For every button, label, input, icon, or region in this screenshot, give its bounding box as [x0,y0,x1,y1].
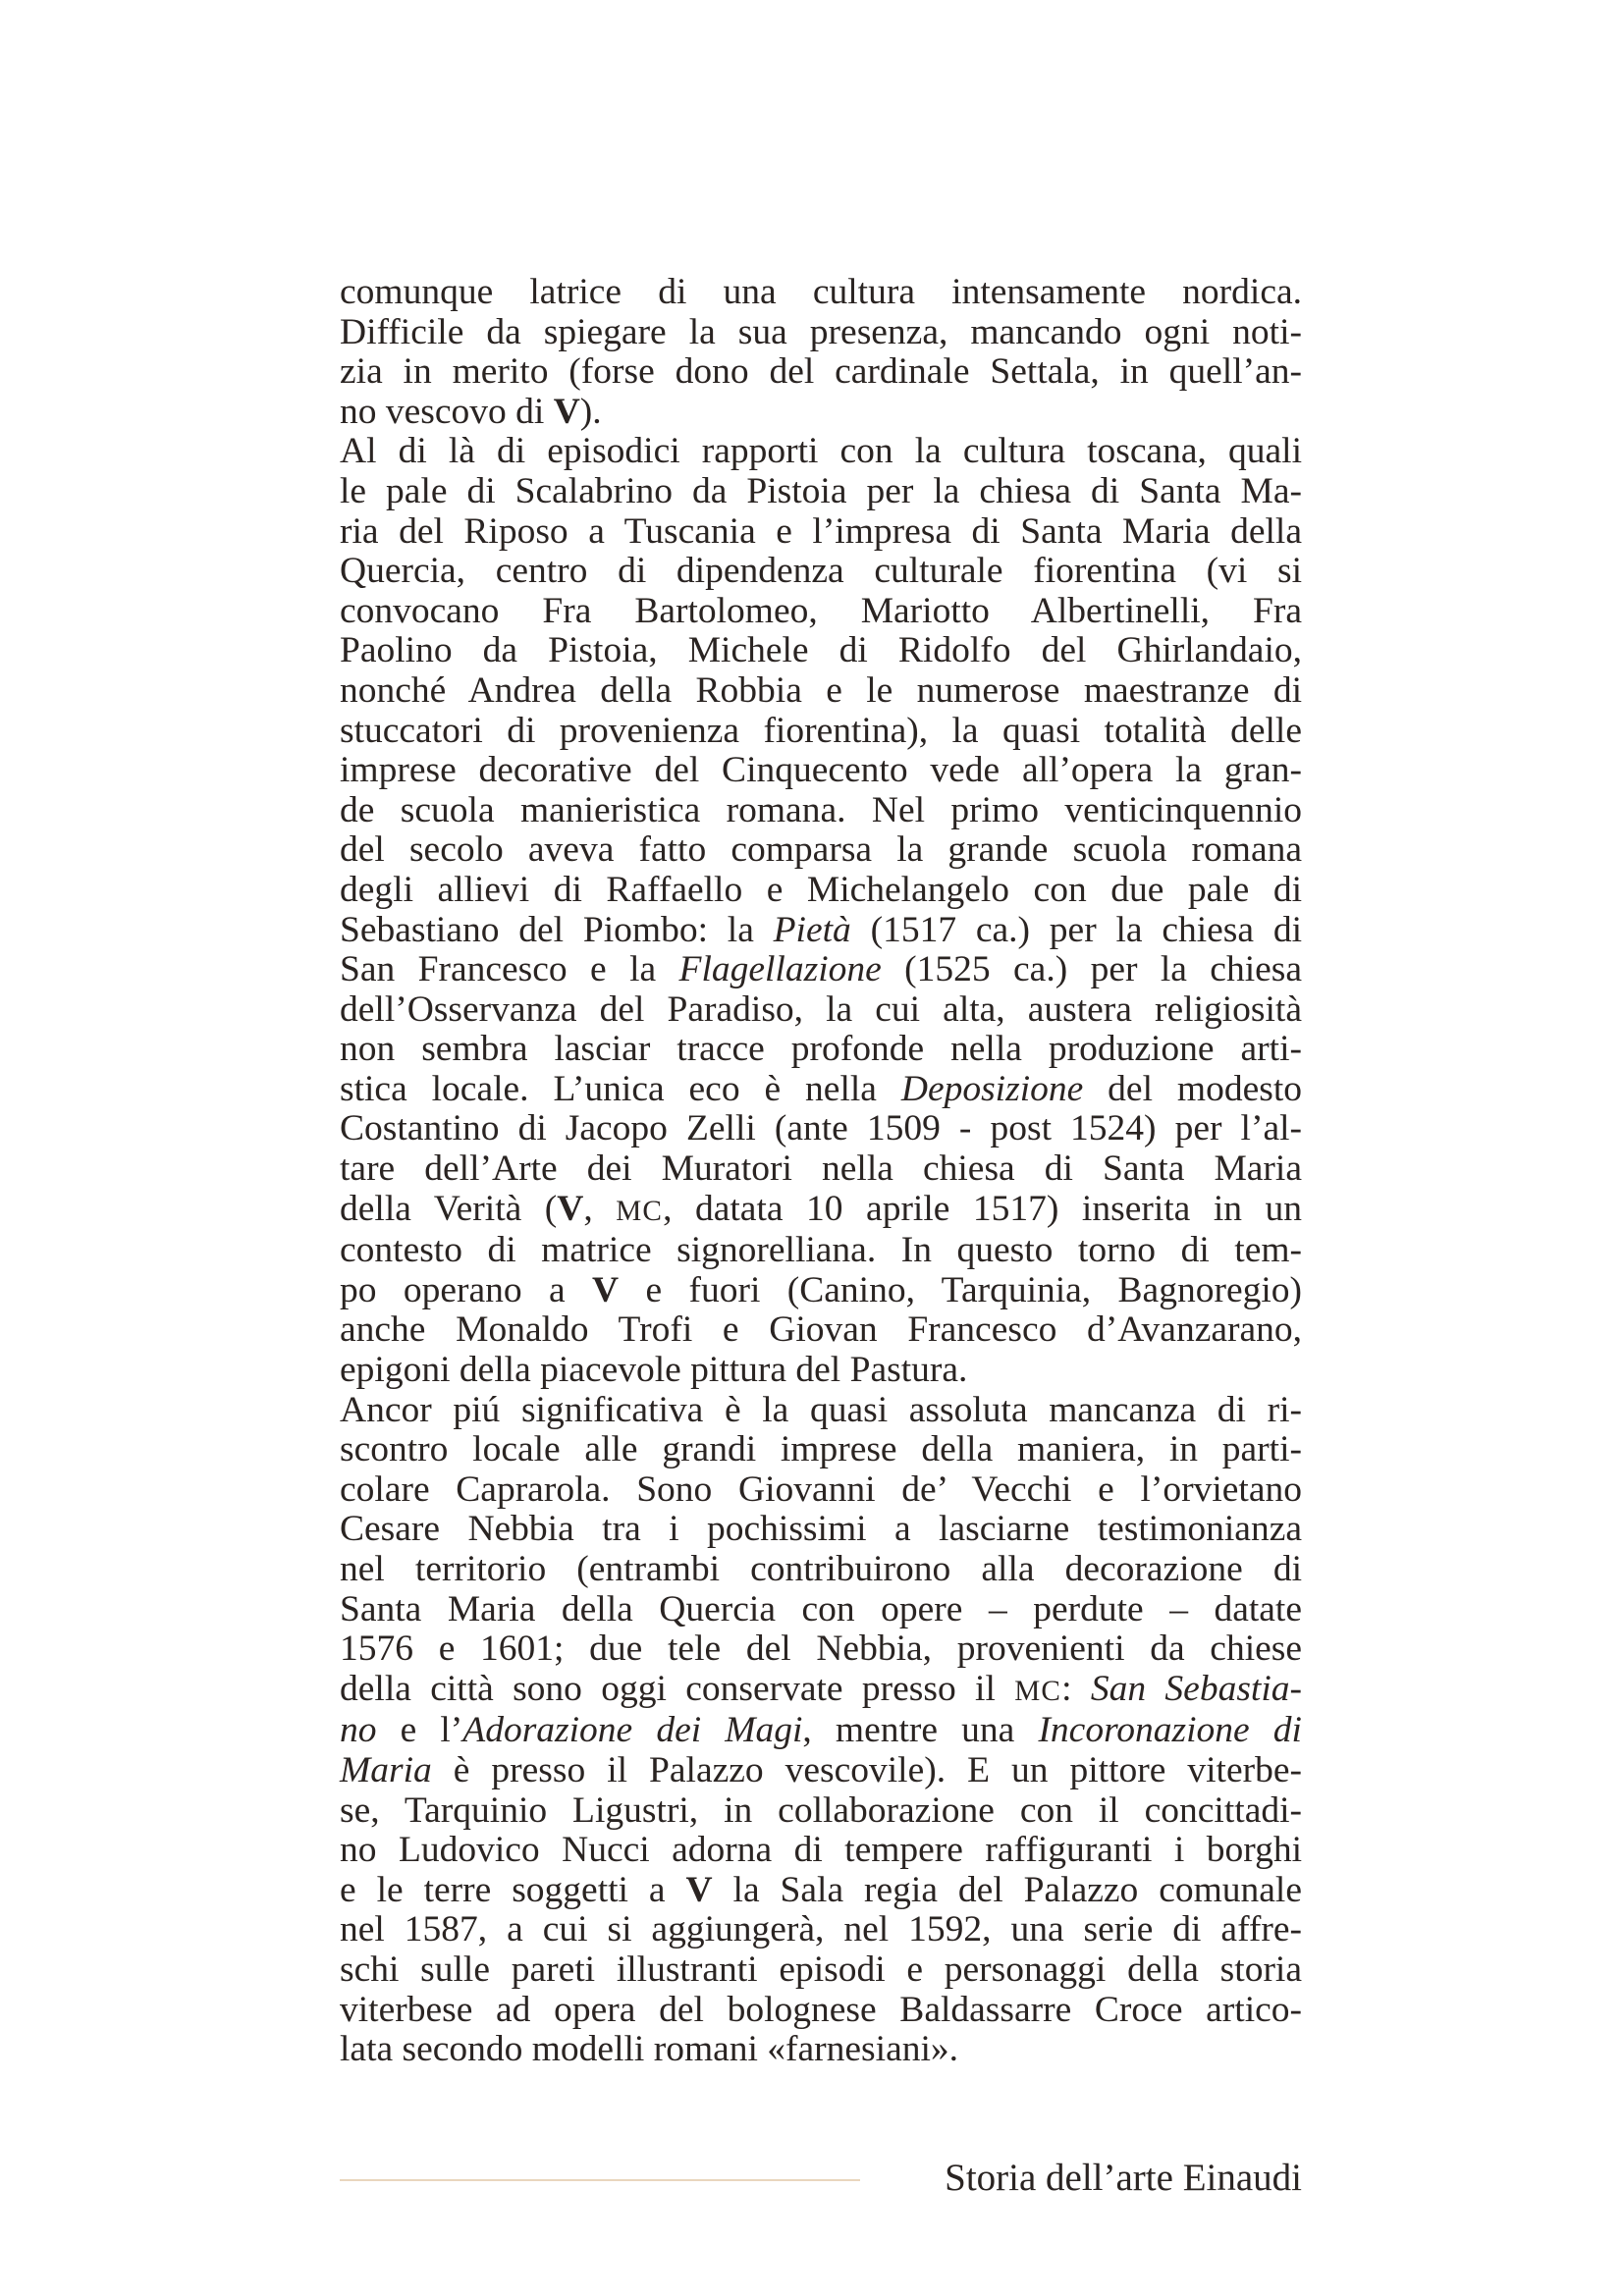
text-line [340,1950,1302,1991]
text-segment: , [583,1188,617,1229]
text-segment: la Sala regia del Palazzo comunale [712,1869,1303,1910]
text-line [340,871,1302,911]
text-segment: Difficile da spiegare la sua presenza, mancando ogni noti- [340,311,1302,352]
text-segment: e fuori (Canino, Tarquinia, Bagnoregio) [619,1269,1302,1310]
text-segment: Paolino da Pistoia, Michele di Ridolfo del Ghirlandaio, [340,630,1302,671]
text-line [340,1070,1302,1110]
text-segment: nel territorio (entrambi contribuirono alla decorazione di [340,1549,1302,1589]
text-segment: e l’ [376,1710,463,1751]
text-segment: dell’Osservanza del Paradiso, la cui alta, austera religiosità [340,988,1302,1030]
text-line [340,2030,1302,2070]
text-segment: comunque latrice di una cultura intensamente nordica. [340,272,1302,312]
text-line [340,552,1302,592]
text-segment: stica locale. L’unica eco è nella [340,1068,901,1109]
text-segment: Cesare Nebbia tra i pochissimi a lasciarne testimonianza [340,1509,1302,1550]
text-line [340,751,1302,791]
text-segment: Quercia, centro di dipendenza culturale fiorentina (vi si [340,551,1302,592]
text-segment: convocano Fra Bartolomeo, Mariotto Albertinelli, Fra [340,590,1302,631]
text-line [340,1670,1302,1712]
text-line [340,1751,1302,1791]
text-segment: scontro locale alle grandi imprese della maniera, in parti- [340,1429,1302,1470]
text-segment: V [557,1188,584,1229]
text-segment: Incoronazione di [1038,1710,1302,1751]
text-segment: ). [579,391,602,432]
text-line [340,1030,1302,1070]
text-segment: degli allievi di Raffaello e Michelangelo con due pale di [340,869,1302,910]
text-line [340,1149,1302,1190]
text-segment: Maria [340,1749,432,1790]
text-segment: viterbese ad opera del bolognese Baldassarre Croce artico- [340,1989,1302,2030]
text-segment: San Francesco e la [340,949,679,990]
text-segment: , mentre una [802,1710,1039,1751]
text-line [340,1310,1302,1351]
text-segment: se, Tarquinio Ligustri, in collaborazione con il concittadi- [340,1789,1302,1831]
text-line [340,1271,1302,1311]
text-line [340,432,1302,472]
text-line [340,950,1302,990]
body-text [340,273,1302,2070]
text-segment: schi sulle pareti illustranti episodi e personaggi della storia [340,1949,1302,1990]
text-line [340,472,1302,512]
text-segment: (1525 ca.) per la chiesa [881,949,1302,990]
text-line [340,1910,1302,1950]
text-segment: MC [1014,1675,1062,1707]
text-line [340,352,1302,393]
text-segment: Costantino di Jacopo Zelli (ante 1509 - post 1524) per l’al- [340,1108,1302,1149]
text-segment: po operano a [340,1269,593,1310]
text-line [340,1590,1302,1630]
text-segment: V [553,391,580,432]
text-segment: Santa Maria della Quercia con opere – perdute – datate [340,1588,1302,1629]
text-segment: Ancor piú significativa è la quasi assoluta mancanza di ri- [340,1389,1302,1430]
text-line [340,1470,1302,1511]
text-line [340,671,1302,712]
text-line [340,1831,1302,1871]
text-segment: anche Monaldo Trofi e Giovan Francesco d’Avanzarano, [340,1309,1302,1351]
text-segment: tare dell’Arte dei Muratori nella chiesa di Santa Maria [340,1148,1302,1190]
text-line [340,273,1302,313]
text-line [340,1430,1302,1470]
text-segment: Flagellazione [678,949,882,990]
text-line [340,1871,1302,1911]
text-segment: stuccatori di provenienza fiorentina), la quasi totalità delle [340,710,1302,751]
text-line [340,911,1302,951]
text-line [340,1190,1302,1232]
text-line [340,830,1302,871]
text-segment: Al di là di episodici rapporti con la cultura toscana, quali [340,431,1302,472]
text-line [340,592,1302,632]
text-segment: Sebastiano del Piombo: la [340,909,774,950]
text-segment: no Ludovico Nucci adorna di tempere raffiguranti i borghi [340,1830,1302,1871]
text-segment: V [685,1869,713,1910]
text-segment: del secolo aveva fatto comparsa la grande scuola romana [340,829,1302,871]
text-segment: Pietà [773,909,851,950]
text-segment: de scuola manieristica romana. Nel primo venticinquennio [340,789,1302,830]
text-segment: San Sebastia- [1090,1668,1302,1709]
text-line [340,512,1302,553]
text-line [340,791,1302,831]
text-segment: MC [616,1195,664,1227]
text-segment: nonché Andrea della Robbia e le numerose maestranze di [340,669,1302,711]
text-segment: zia in merito (forse dono del cardinale Settala, in quell’an- [340,351,1302,393]
text-line [340,1391,1302,1431]
text-segment: e le terre soggetti a [340,1869,686,1910]
text-segment: ria del Riposo a Tuscania e l’impresa di Santa Maria della [340,510,1302,552]
text-line [340,1991,1302,2031]
text-segment: della Verità ( [340,1188,558,1229]
footer-title: Storia dell’arte Einaudi [945,2157,1302,2199]
text-line [340,990,1302,1031]
footer-rule [340,2179,860,2181]
text-segment: , datata 10 aprile 1517) inserita in un [663,1188,1302,1229]
text-line [340,1629,1302,1670]
text-segment: (1517 ca.) per la chiesa di [850,909,1302,950]
text-segment: è presso il Palazzo vescovile). E un pittore viterbe- [431,1749,1302,1790]
text-line [340,1711,1302,1751]
text-segment: nel 1587, a cui si aggiungerà, nel 1592, una serie di affre- [340,1909,1302,1950]
text-segment: Deposizione [900,1068,1084,1109]
text-line [340,1791,1302,1832]
text-line [340,712,1302,752]
text-segment: Adorazione dei Magi [462,1710,803,1751]
text-segment: colare Caprarola. Sono Giovanni de’ Vecchi e l’orvietano [340,1468,1302,1510]
text-line [340,1109,1302,1149]
text-segment: no [340,1710,377,1751]
text-segment: no vescovo di [340,391,554,432]
text-line [340,313,1302,353]
text-segment: del modesto [1083,1068,1302,1109]
text-line [340,1351,1302,1391]
text-line [340,1550,1302,1590]
text-segment: imprese decorative del Cinquecento vede all’opera la gran- [340,750,1302,791]
text-segment: epigoni della piacevole pittura del Pastura. [340,1350,968,1391]
text-segment: 1576 e 1601; due tele del Nebbia, provenienti da chiese [340,1629,1302,1670]
text-segment: contesto di matrice signorelliana. In questo torno di tem- [340,1230,1302,1271]
text-segment: : [1061,1668,1091,1709]
text-segment: lata secondo modelli romani «farnesiani». [340,2029,959,2070]
text-segment: V [592,1269,620,1310]
text-segment: le pale di Scalabrino da Pistoia per la chiesa di Santa Ma- [340,470,1302,511]
text-line [340,1231,1302,1271]
text-segment: non sembra lasciar tracce profonde nella produzione arti- [340,1029,1302,1070]
text-line [340,1510,1302,1550]
text-line [340,393,1302,433]
text-line [340,631,1302,671]
text-segment: della città sono oggi conservate presso il [340,1668,1015,1709]
